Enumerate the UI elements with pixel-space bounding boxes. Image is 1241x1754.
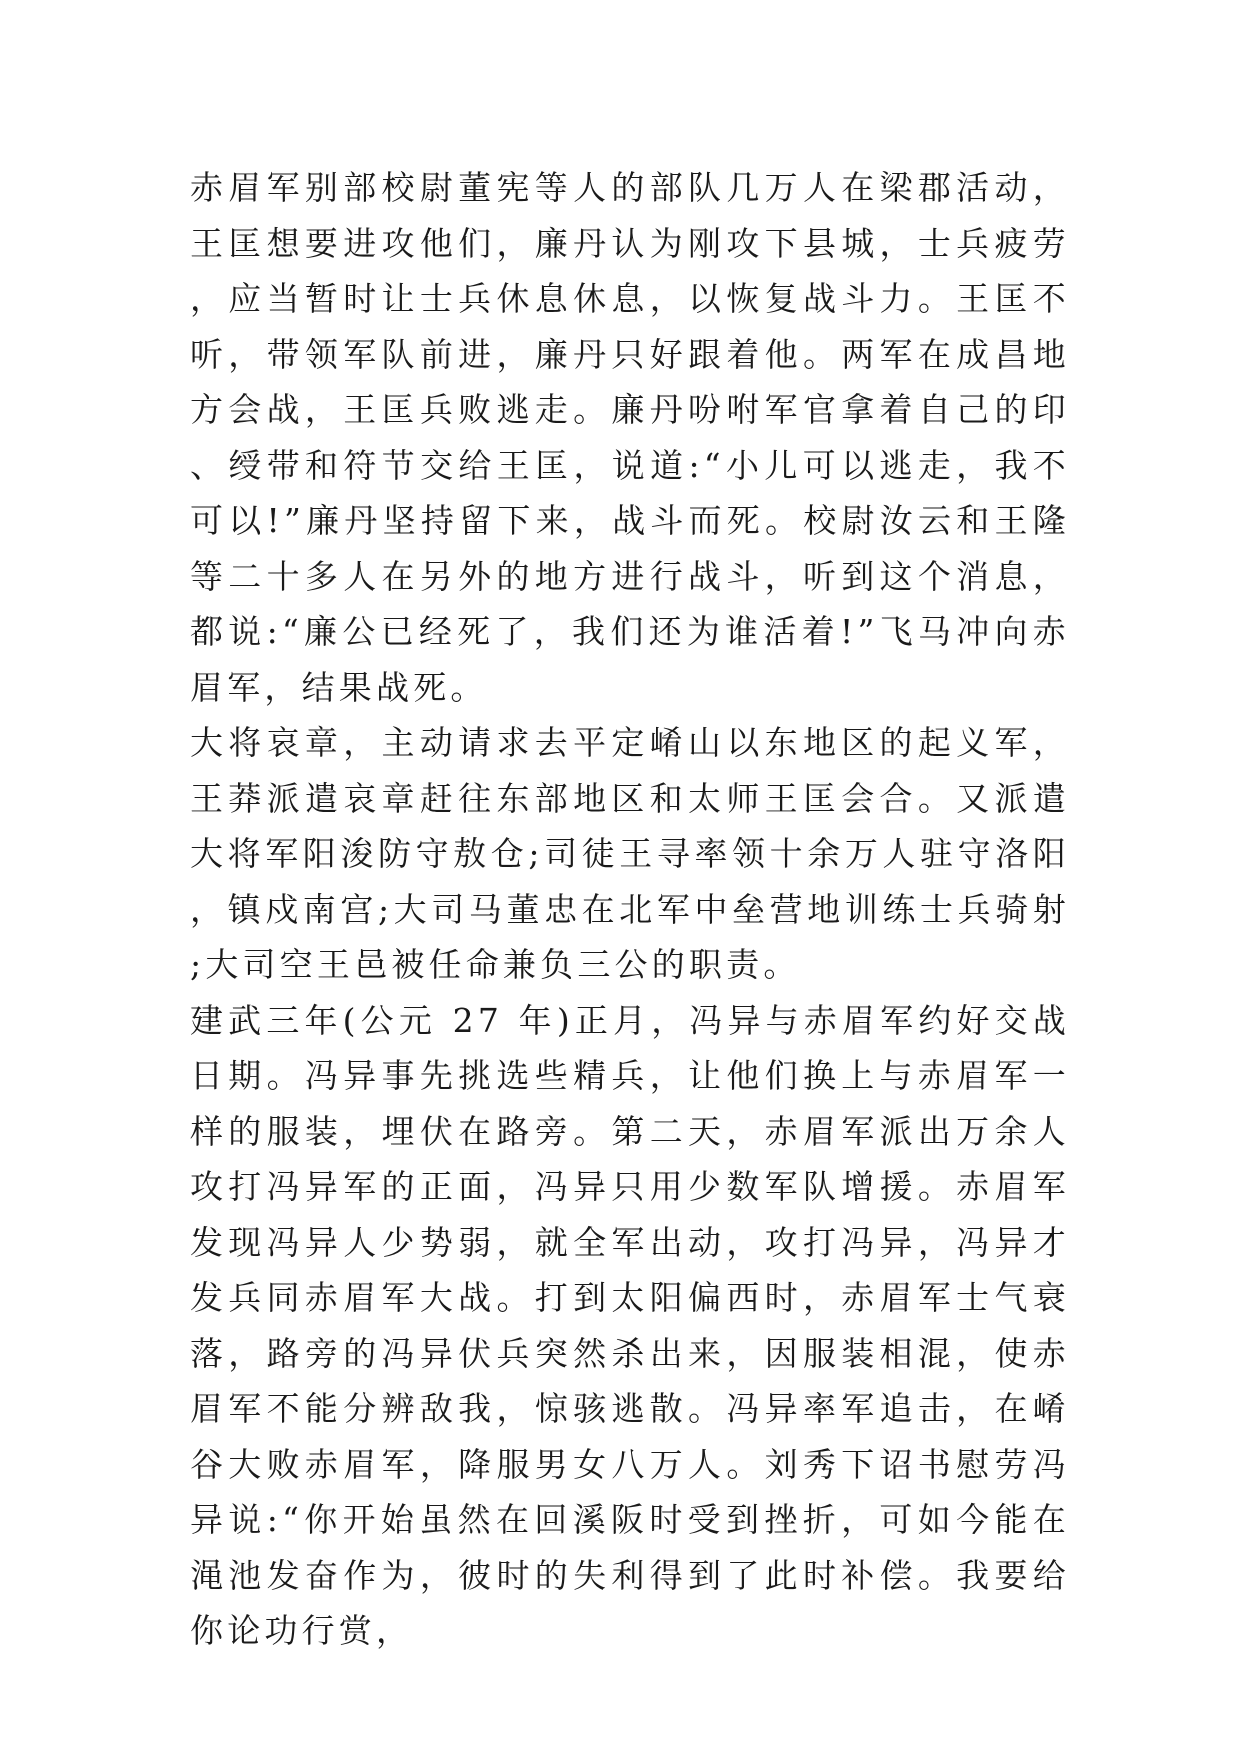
paragraph-feng-yi: 建武三年(公元 27 年)正月，冯异与赤眉军约好交战日期。冯异事先挑选些精兵，让他们换上与赤眉军一样的服装，埋伏在路旁。第二天，赤眉军派出万余人攻打冯异军的正面，冯异只用少数军队增援。赤眉军发现冯异人少势弱，就全军出动，攻打冯异，冯异才发兵同赤眉军大战。打到太阳偏西时，赤眉军士气衰落，路旁的冯异伏兵突然杀出来，因服装相混，使赤眉军不能分辨敌我，惊骇逃散。冯异率军追击，在崤谷大败赤眉军，降服男女八万人。刘秀下诏书慰劳冯异说:“你开始虽然在回溪阪时受到挫折，可如今能在渑池发奋作为，彼时的失利得到了此时补偿。我要给你论功行赏， — [190, 1000, 1070, 1650]
document-body — [190, 160, 1070, 1659]
paragraph-lian-dan: 赤眉军别部校尉董宪等人的部队几万人在梁郡活动，王匡想要进攻他们，廉丹认为刚攻下县城，士兵疲劳，应当暂时让士兵休息休息，以恢复战斗力。王匡不听，带领军队前进，廉丹只好跟着他。两军在成昌地方会战，王匡兵败逃走。廉丹吩咐军官拿着自己的印、绶带和符节交给王匡，说道:“小儿可以逃走，我不可以!”廉丹坚持留下来，战斗而死。校尉汝云和王隆等二十多人在另外的地方进行战斗，听到这个消息，都说:“廉公已经死了，我们还为谁活着!”飞马冲向赤眉军，结果战死。 — [190, 168, 1070, 707]
paragraph-ai-zhang: 大将哀章，主动请求去平定崤山以东地区的起义军，王莽派遣哀章赶往东部地区和太师王匡会合。又派遣大将军阳浚防守敖仓;司徒王寻率领十余万人驻守洛阳，镇戍南宫;大司马董忠在北军中垒营地训练士兵骑射;大司空王邑被任命兼负三公的职责。 — [190, 723, 1070, 984]
